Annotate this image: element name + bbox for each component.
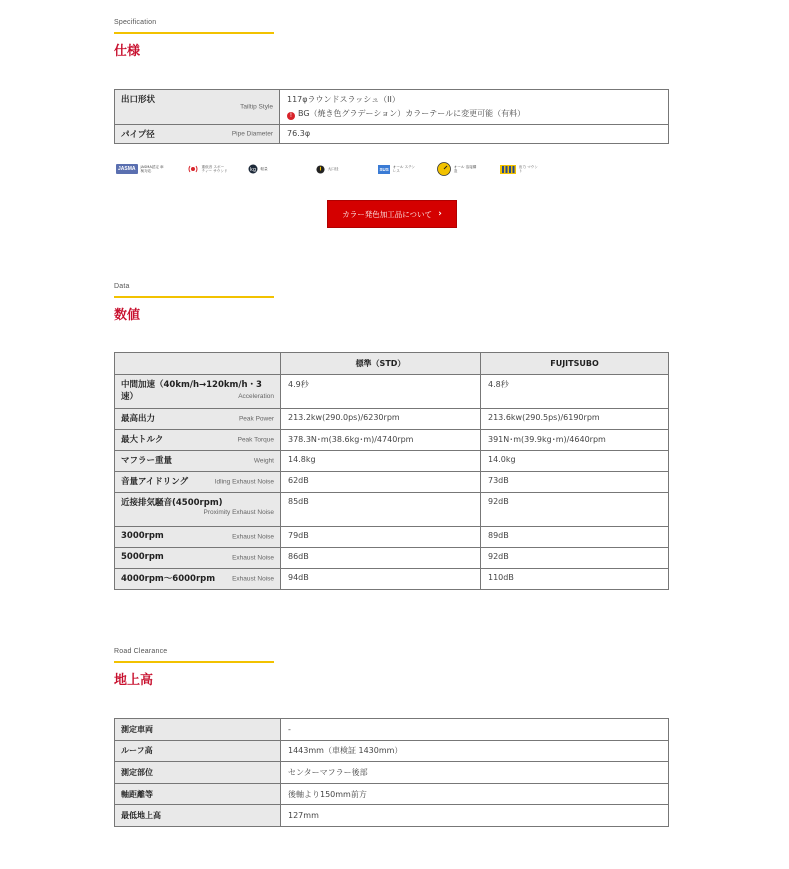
data-label-en: Exhaust Noise (232, 575, 274, 583)
table-row (115, 409, 669, 430)
table-row (115, 548, 669, 569)
data-fujitsubo: 92dB (481, 548, 669, 569)
column-header-std: 標準（STD） (281, 353, 481, 375)
spec-section-bar (114, 32, 274, 34)
road-label (115, 805, 281, 827)
road-label-jp: 測定部位 (121, 767, 153, 777)
data-label-jp: 5000rpm (121, 552, 164, 562)
data-label-jp: 中間加速（40km/h→120km/h・3速） (121, 380, 262, 402)
data-std: 86dB (281, 548, 481, 569)
road-section-title: 地上高 (114, 673, 154, 688)
data-label (115, 527, 281, 548)
gauge-icon (437, 162, 480, 176)
table-header-row (115, 353, 669, 375)
road-value: 1443mm（車検証 1430mm） (281, 740, 669, 762)
data-label (115, 493, 281, 527)
data-label-en: Peak Power (238, 415, 274, 423)
icon-caption: 重低音 スポーティー サウンド (201, 165, 228, 173)
speedometer-icon (437, 162, 451, 176)
mount-icon (500, 165, 539, 174)
table-row (115, 375, 669, 409)
spec-section-en: Specification (114, 19, 157, 26)
data-label-en: Proximity Exhaust Noise (203, 509, 274, 516)
data-label (115, 430, 281, 451)
data-label (115, 548, 281, 569)
sus-badge: SUS (379, 166, 389, 172)
road-value: - (281, 719, 669, 741)
data-std: 213.2kw(290.0ps)/6230rpm (281, 409, 481, 430)
data-table (114, 352, 669, 590)
road-value: センターマフラー後部 (281, 762, 669, 784)
data-fujitsubo: 89dB (481, 527, 669, 548)
table-row (115, 569, 669, 590)
data-label-en: Acceleration (238, 393, 274, 400)
data-fujitsubo: 391N･m(39.9kg･m)/4640rpm (481, 430, 669, 451)
spec-value-pipe: 76.3φ (280, 125, 669, 144)
data-label-jp: 4000rpm〜6000rpm (121, 574, 216, 584)
icon-caption: 軽量 (260, 167, 268, 171)
sound-wave-icon (187, 164, 199, 174)
bars-icon (500, 165, 516, 174)
data-fujitsubo: 4.8秒 (481, 375, 669, 409)
jasma-icon (116, 164, 167, 174)
data-label-jp: マフラー重量 (121, 456, 173, 466)
feature-icons (116, 159, 559, 179)
table-row (115, 527, 669, 548)
data-section-en: Data (114, 283, 130, 290)
icon-caption: JASMA認定 車検対応 (140, 165, 164, 173)
icon-caption: 出力 マウント (518, 165, 538, 173)
data-std: 4.9秒 (281, 375, 481, 409)
data-std: 14.8kg (281, 451, 481, 472)
data-section-title: 数値 (114, 308, 141, 323)
table-row (115, 740, 669, 762)
data-std: 62dB (281, 472, 481, 493)
data-fujitsubo: 73dB (481, 472, 669, 493)
data-label-jp: 音量アイドリング (121, 477, 189, 487)
data-label-en: Weight (253, 457, 274, 465)
spec-table (114, 89, 669, 144)
data-label-jp: 近接排気騒音(4500rpm) (121, 498, 223, 508)
data-label (115, 472, 281, 493)
spec-label-jp: 出口形状 (121, 95, 156, 105)
weight-icon (248, 164, 258, 174)
table-row (115, 805, 669, 827)
svg-text:kg: kg (249, 167, 256, 173)
table-row (115, 90, 669, 125)
data-label (115, 409, 281, 430)
data-fujitsubo: 213.6kw(290.5ps)/6190rpm (481, 409, 669, 430)
spec-note-text: BG（焼き色グラデーション）カラーテールに変更可能（有料） (298, 109, 526, 118)
data-label-en: Peak Torque (237, 436, 274, 444)
spec-label-pipe (115, 125, 280, 144)
data-std: 85dB (281, 493, 481, 527)
data-label-jp: 最大トルク (121, 435, 164, 445)
road-value: 後軸より150mm前方 (281, 783, 669, 805)
light-weight-icon (248, 164, 268, 174)
road-table (114, 718, 669, 827)
column-header-fujitsubo: FUJITSUBO (481, 353, 669, 375)
road-label (115, 783, 281, 805)
road-label-jp: 軸距離等 (121, 789, 153, 799)
data-fujitsubo: 92dB (481, 493, 669, 527)
jasma-badge: JASMA (118, 166, 136, 172)
alert-icon: ! (287, 112, 295, 120)
data-label-en: Exhaust Noise (232, 533, 274, 541)
table-row (115, 719, 669, 741)
table-row (115, 430, 669, 451)
icon-caption: 大口径 (327, 167, 339, 171)
data-section-bar (114, 296, 274, 298)
spec-section-title: 仕様 (114, 44, 141, 59)
table-row (115, 783, 669, 805)
icon-caption: オール 溶接構造 (453, 165, 477, 173)
data-label-jp: 最高出力 (121, 414, 156, 424)
stainless-icon (378, 165, 416, 174)
data-label-en: Exhaust Noise (232, 554, 274, 562)
high-power-icon (316, 165, 339, 174)
road-label-jp: 最低地上高 (121, 811, 161, 821)
data-std: 94dB (281, 569, 481, 590)
color-info-label: カラー発色加工品について (342, 209, 433, 219)
road-label (115, 762, 281, 784)
spec-value-text: 117φラウンドスラッシュ（II） (287, 95, 400, 104)
spec-section-header (114, 19, 669, 59)
road-section-bar (114, 661, 274, 663)
road-section-header (114, 648, 669, 688)
road-label (115, 719, 281, 741)
data-section-header (114, 283, 669, 323)
chevron-right-icon: › (438, 209, 442, 219)
icon-caption: オール ステンレス (392, 165, 416, 173)
table-row (115, 125, 669, 144)
road-section-en: Road Clearance (114, 648, 168, 655)
data-std: 79dB (281, 527, 481, 548)
road-label-jp: 測定車両 (121, 724, 153, 734)
road-label (115, 740, 281, 762)
spec-value-tailtip (280, 90, 669, 125)
table-row (115, 493, 669, 527)
data-label (115, 569, 281, 590)
spec-label-jp: パイプ径 (121, 130, 155, 140)
data-std: 378.3N･m(38.6kg･m)/4740rpm (281, 430, 481, 451)
spec-label-tailtip (115, 90, 280, 125)
road-value: 127mm (281, 805, 669, 827)
data-label-jp: 3000rpm (121, 531, 164, 541)
data-fujitsubo: 14.0kg (481, 451, 669, 472)
table-row (115, 762, 669, 784)
column-header (115, 353, 281, 375)
data-fujitsubo: 110dB (481, 569, 669, 590)
color-info-button[interactable] (327, 200, 457, 228)
data-label (115, 451, 281, 472)
road-label-jp: ルーフ高 (121, 746, 153, 756)
sports-sound-icon (187, 164, 228, 174)
table-row (115, 451, 669, 472)
table-row (115, 472, 669, 493)
power-icon (316, 165, 325, 174)
data-label-en: Idling Exhaust Noise (214, 478, 274, 486)
spec-label-en: Tailtip Style (240, 103, 273, 111)
data-label (115, 375, 281, 409)
spec-note (287, 108, 661, 120)
spec-label-en: Pipe Diameter (231, 130, 273, 138)
